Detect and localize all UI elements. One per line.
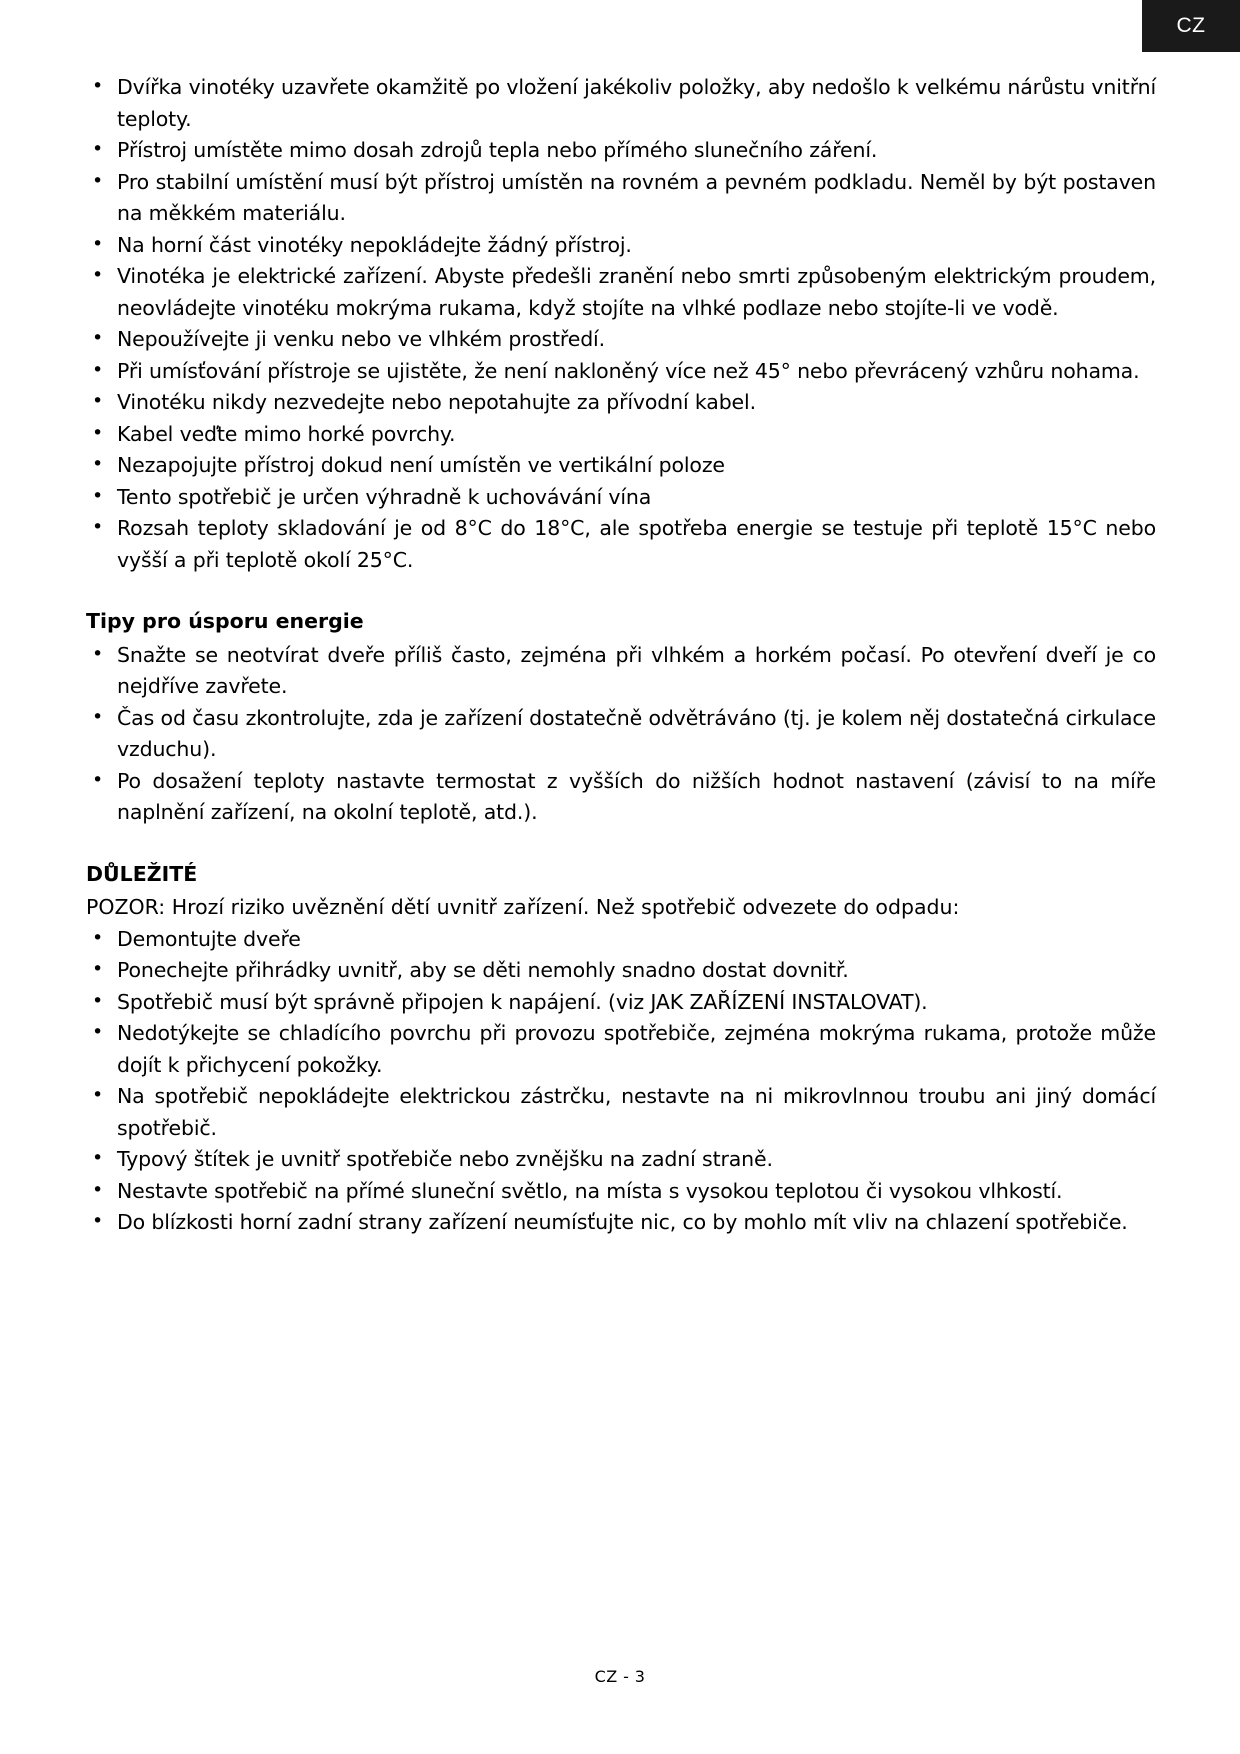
list-item: • Po dosažení teploty nastavte termostat z vyšších do nižších hodnot nastavení (závisí to na míře naplnění zařízení, na okolní teplotě, atd.).	[86, 766, 1156, 829]
list-item: • Při umísťování přístroje se ujistěte, že není nakloněný více než 45° nebo převrácený vzhůru nohama.	[86, 356, 1156, 388]
list-item: • Vinotéka je elektrické zařízení. Abyste předešli zranění nebo smrti způsobeným elektrickým proudem, neovládejte vinotéku mokrýma rukama, když stojíte na vlhké podlaze nebo stojíte-li ve vodě.	[86, 261, 1156, 324]
list-item: • Na horní část vinotéky nepokládejte žádný přístroj.	[86, 230, 1156, 262]
list-item: • Kabel veďte mimo horké povrchy.	[86, 419, 1156, 451]
page-content	[86, 72, 1156, 1239]
energy-tips-heading: Tipy pro úsporu energie	[86, 609, 364, 633]
list-item: • Snažte se neotvírat dveře příliš často, zejména při vlhkém a horkém počasí. Po otevření dveří je co nejdříve zavřete.	[86, 640, 1156, 703]
list-item: • Spotřebič musí být správně připojen k napájení. (viz JAK ZAŘÍZENÍ INSTALOVAT).	[86, 987, 1156, 1019]
list-item: • Ponechejte přihrádky uvnitř, aby se děti nemohly snadno dostat dovnitř.	[86, 955, 1156, 987]
page-footer: CZ - 3	[594, 1667, 646, 1686]
important-heading: DŮLEŽITÉ	[86, 861, 198, 886]
list-item: • Nedotýkejte se chladícího povrchu při provozu spotřebiče, zejména mokrýma rukama, protože může dojít k přichycení pokožky.	[86, 1018, 1156, 1081]
language-tag: CZ	[1142, 0, 1240, 52]
list-item: • Tento spotřebič je určen výhradně k uchovávání vína	[86, 482, 1156, 514]
list-item: • Pro stabilní umístění musí být přístroj umístěn na rovném a pevném podkladu. Neměl by být postaven na měkkém materiálu.	[86, 167, 1156, 230]
list-item: • Typový štítek je uvnitř spotřebiče nebo zvnějšku na zadní straně.	[86, 1144, 1156, 1176]
list-item: • Čas od času zkontrolujte, zda je zařízení dostatečně odvětráváno (tj. je kolem něj dostatečná cirkulace vzduchu).	[86, 703, 1156, 766]
list-item: • Na spotřebič nepokládejte elektrickou zástrčku, nestavte na ni mikrovlnnou troubu ani jiný domácí spotřebič.	[86, 1081, 1156, 1144]
important-bullet-list	[86, 924, 1156, 1239]
list-item: • Dvířka vinotéky uzavřete okamžitě po vložení jakékoliv položky, aby nedošlo k velkému nárůstu vnitřní teploty.	[86, 72, 1156, 135]
list-item: • Přístroj umístěte mimo dosah zdrojů tepla nebo přímého slunečního záření.	[86, 135, 1156, 167]
important-intro-text: POZOR: Hrozí riziko uvěznění dětí uvnitř zařízení. Než spotřebič odvezete do odpadu:	[86, 895, 960, 919]
list-item: • Do blízkosti horní zadní strany zařízení neumísťujte nic, co by mohlo mít vliv na chlazení spotřebiče.	[86, 1207, 1156, 1239]
list-item: • Vinotéku nikdy nezvedejte nebo nepotahujte za přívodní kabel.	[86, 387, 1156, 419]
list-item: • Demontujte dveře	[86, 924, 1156, 956]
list-item: • Rozsah teploty skladování je od 8°C do 18°C, ale spotřeba energie se testuje při teplotě 15°C nebo vyšší a při teplotě okolí 25°C.	[86, 513, 1156, 576]
list-item: • Nezapojujte přístroj dokud není umístěn ve vertikální poloze	[86, 450, 1156, 482]
list-item: • Nepoužívejte ji venku nebo ve vlhkém prostředí.	[86, 324, 1156, 356]
list-item: • Nestavte spotřebič na přímé sluneční světlo, na místa s vysokou teplotou či vysokou vlhkostí.	[86, 1176, 1156, 1208]
energy-tips-bullet-list	[86, 640, 1156, 829]
safety-bullet-list	[86, 72, 1156, 576]
